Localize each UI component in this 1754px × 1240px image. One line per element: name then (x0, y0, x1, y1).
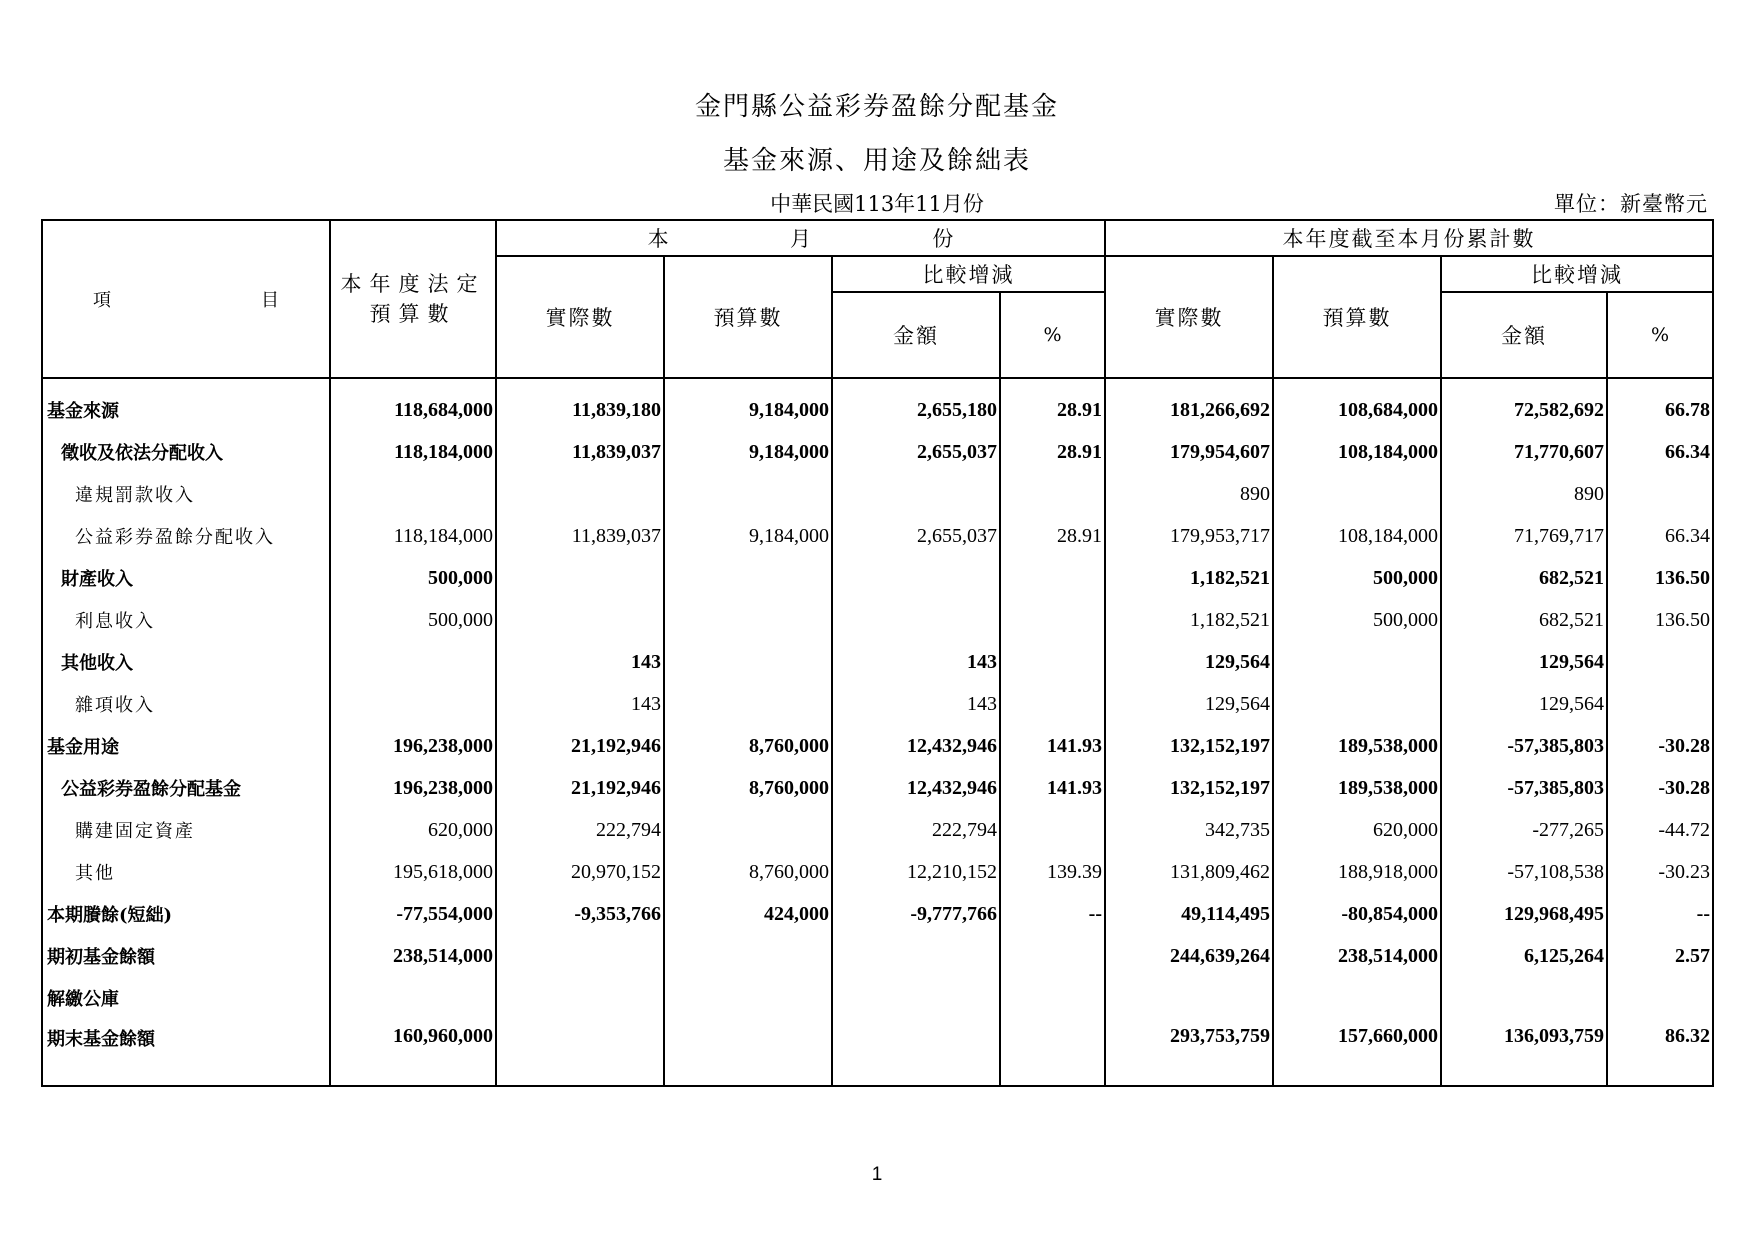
header-item-char-b: 目 (261, 290, 279, 311)
value-cell: 244,639,264 (1105, 935, 1273, 977)
value-cell (1273, 473, 1441, 515)
value-cell (832, 977, 1000, 1019)
row-label: 購建固定資產 (42, 809, 330, 851)
value-cell: 222,794 (832, 809, 1000, 851)
value-cell (664, 977, 832, 1019)
table-row (42, 557, 1713, 599)
value-cell: -57,385,803 (1441, 767, 1607, 809)
value-cell: 342,735 (1105, 809, 1273, 851)
value-cell: 189,538,000 (1273, 767, 1441, 809)
value-cell (1000, 809, 1105, 851)
value-cell (330, 683, 496, 725)
value-cell: 682,521 (1441, 599, 1607, 641)
value-cell (832, 557, 1000, 599)
value-cell: 141.93 (1000, 767, 1105, 809)
value-cell (1105, 977, 1273, 1019)
value-cell: 9,184,000 (664, 378, 832, 431)
value-cell (1607, 473, 1713, 515)
value-cell: 20,970,152 (496, 851, 664, 893)
header-ytd-budget: 預算數 (1273, 256, 1441, 378)
header-current-month (496, 220, 1105, 256)
value-cell: 49,114,495 (1105, 893, 1273, 935)
value-cell: 86.32 (1607, 1019, 1713, 1086)
value-cell: -9,777,766 (832, 893, 1000, 935)
value-cell: 620,000 (1273, 809, 1441, 851)
row-label: 基金用途 (42, 725, 330, 767)
value-cell: 129,564 (1441, 641, 1607, 683)
value-cell: 890 (1441, 473, 1607, 515)
value-cell (832, 473, 1000, 515)
table-row (42, 473, 1713, 515)
value-cell: 108,184,000 (1273, 515, 1441, 557)
row-label: 違規罰款收入 (42, 473, 330, 515)
header-ytd-compare: 比較增減 (1441, 256, 1713, 292)
value-cell (496, 977, 664, 1019)
value-cell: 11,839,180 (496, 378, 664, 431)
value-cell: -57,385,803 (1441, 725, 1607, 767)
value-cell (496, 1019, 664, 1086)
value-cell (664, 683, 832, 725)
header-ytd-percent: % (1607, 292, 1713, 378)
value-cell: 66.34 (1607, 515, 1713, 557)
value-cell: 132,152,197 (1105, 725, 1273, 767)
value-cell: 2,655,037 (832, 431, 1000, 473)
value-cell: 160,960,000 (330, 1019, 496, 1086)
value-cell: -30.23 (1607, 851, 1713, 893)
value-cell (496, 473, 664, 515)
table-row (42, 378, 1713, 431)
value-cell (664, 599, 832, 641)
value-cell: 238,514,000 (330, 935, 496, 977)
value-cell (1000, 683, 1105, 725)
header-item-char-a: 項 (93, 290, 111, 311)
value-cell: 136.50 (1607, 599, 1713, 641)
table-row (42, 515, 1713, 557)
page-number: 1 (871, 1164, 883, 1185)
value-cell: -44.72 (1607, 809, 1713, 851)
value-cell: 21,192,946 (496, 767, 664, 809)
row-label: 公益彩券盈餘分配基金 (42, 767, 330, 809)
row-label: 其他收入 (42, 641, 330, 683)
table-row (42, 893, 1713, 935)
value-cell: -- (1000, 893, 1105, 935)
table-row (42, 641, 1713, 683)
header-month-percent: % (1000, 292, 1105, 378)
value-cell: 129,968,495 (1441, 893, 1607, 935)
value-cell (1000, 977, 1105, 1019)
value-cell: 12,432,946 (832, 767, 1000, 809)
header-month-compare: 比較增減 (832, 256, 1105, 292)
value-cell (496, 599, 664, 641)
value-cell: 136,093,759 (1441, 1019, 1607, 1086)
value-cell (1000, 1019, 1105, 1086)
value-cell (832, 1019, 1000, 1086)
value-cell: 500,000 (330, 557, 496, 599)
value-cell: 9,184,000 (664, 431, 832, 473)
value-cell: 129,564 (1105, 683, 1273, 725)
value-cell: 157,660,000 (1273, 1019, 1441, 1086)
value-cell (1000, 473, 1105, 515)
table-row (42, 599, 1713, 641)
header-month-amount: 金額 (832, 292, 1000, 378)
table-row (42, 977, 1713, 1019)
value-cell: 139.39 (1000, 851, 1105, 893)
value-cell (1607, 683, 1713, 725)
value-cell (832, 935, 1000, 977)
value-cell: 11,839,037 (496, 515, 664, 557)
header-year-to-date: 本年度截至本月份累計數 (1105, 220, 1713, 256)
value-cell: 890 (1105, 473, 1273, 515)
value-cell: 71,770,607 (1441, 431, 1607, 473)
header-ytd-actual: 實際數 (1105, 256, 1273, 378)
value-cell: 129,564 (1105, 641, 1273, 683)
table-row (42, 809, 1713, 851)
row-label: 基金來源 (42, 378, 330, 431)
row-label: 解繳公庫 (42, 977, 330, 1019)
row-label: 徵收及依法分配收入 (42, 431, 330, 473)
value-cell: 179,953,717 (1105, 515, 1273, 557)
value-cell (664, 557, 832, 599)
value-cell: 71,769,717 (1441, 515, 1607, 557)
value-cell: 189,538,000 (1273, 725, 1441, 767)
value-cell: 129,564 (1441, 683, 1607, 725)
header-month-char-a: 本 (647, 227, 669, 251)
value-cell: 1,182,521 (1105, 557, 1273, 599)
table-row (42, 767, 1713, 809)
value-cell: 500,000 (1273, 557, 1441, 599)
header-month-actual: 實際數 (496, 256, 664, 378)
value-cell: 21,192,946 (496, 725, 664, 767)
value-cell: 118,184,000 (330, 515, 496, 557)
value-cell (1273, 977, 1441, 1019)
value-cell: 195,618,000 (330, 851, 496, 893)
value-cell (1000, 935, 1105, 977)
value-cell: 9,184,000 (664, 515, 832, 557)
value-cell: -80,854,000 (1273, 893, 1441, 935)
value-cell: 2.57 (1607, 935, 1713, 977)
value-cell: 620,000 (330, 809, 496, 851)
value-cell (330, 977, 496, 1019)
value-cell: 143 (832, 641, 1000, 683)
value-cell: 424,000 (664, 893, 832, 935)
header-month-budget: 預算數 (664, 256, 832, 378)
value-cell: 72,582,692 (1441, 378, 1607, 431)
value-cell (1273, 683, 1441, 725)
value-cell (664, 1019, 832, 1086)
value-cell: 682,521 (1441, 557, 1607, 599)
value-cell: 179,954,607 (1105, 431, 1273, 473)
value-cell: 28.91 (1000, 378, 1105, 431)
value-cell: -57,108,538 (1441, 851, 1607, 893)
value-cell: 293,753,759 (1105, 1019, 1273, 1086)
table-row (42, 725, 1713, 767)
value-cell: 196,238,000 (330, 725, 496, 767)
row-label: 其他 (42, 851, 330, 893)
value-cell (496, 557, 664, 599)
header-item (42, 220, 330, 378)
value-cell: 28.91 (1000, 431, 1105, 473)
value-cell (330, 473, 496, 515)
row-label: 期末基金餘額 (42, 1019, 330, 1086)
table-row (42, 431, 1713, 473)
header-month-char-b: 月 (789, 227, 811, 251)
value-cell: -277,265 (1441, 809, 1607, 851)
table-row (42, 683, 1713, 725)
value-cell: -- (1607, 893, 1713, 935)
value-cell: 12,210,152 (832, 851, 1000, 893)
value-cell: 11,839,037 (496, 431, 664, 473)
value-cell: 181,266,692 (1105, 378, 1273, 431)
value-cell: 108,184,000 (1273, 431, 1441, 473)
value-cell (1273, 641, 1441, 683)
header-month-char-c: 份 (932, 227, 954, 251)
header-legal-budget: 本年度法定預算數 (330, 220, 496, 378)
currency-unit: 單位：新臺幣元 (1554, 192, 1708, 216)
value-cell: 108,684,000 (1273, 378, 1441, 431)
row-label: 期初基金餘額 (42, 935, 330, 977)
value-cell: 12,432,946 (832, 725, 1000, 767)
value-cell (1000, 599, 1105, 641)
report-period: 中華民國113年11月份 (770, 192, 984, 216)
value-cell: 143 (832, 683, 1000, 725)
document-title: 金門縣公益彩券盈餘分配基金 (694, 92, 1059, 122)
value-cell (1607, 641, 1713, 683)
value-cell (330, 641, 496, 683)
value-cell (664, 809, 832, 851)
value-cell: 118,184,000 (330, 431, 496, 473)
value-cell: 238,514,000 (1273, 935, 1441, 977)
header-ytd-amount: 金額 (1441, 292, 1607, 378)
value-cell (496, 935, 664, 977)
table-body (42, 378, 1713, 1086)
value-cell (664, 935, 832, 977)
row-label: 利息收入 (42, 599, 330, 641)
table-row (42, 1019, 1713, 1086)
table-row (42, 851, 1713, 893)
value-cell: 8,760,000 (664, 851, 832, 893)
value-cell (1000, 641, 1105, 683)
fund-statement-table (41, 219, 1714, 1087)
value-cell: 2,655,180 (832, 378, 1000, 431)
value-cell: 500,000 (330, 599, 496, 641)
document-subtitle: 基金來源、用途及餘絀表 (722, 146, 1031, 176)
value-cell: 188,918,000 (1273, 851, 1441, 893)
value-cell: 132,152,197 (1105, 767, 1273, 809)
value-cell: 66.34 (1607, 431, 1713, 473)
value-cell: 1,182,521 (1105, 599, 1273, 641)
row-label: 本期賸餘(短絀) (42, 893, 330, 935)
value-cell: 28.91 (1000, 515, 1105, 557)
value-cell (664, 641, 832, 683)
table-row (42, 935, 1713, 977)
value-cell (1000, 557, 1105, 599)
value-cell: 118,684,000 (330, 378, 496, 431)
row-label: 公益彩券盈餘分配收入 (42, 515, 330, 557)
value-cell: 141.93 (1000, 725, 1105, 767)
value-cell: -30.28 (1607, 767, 1713, 809)
row-label: 雜項收入 (42, 683, 330, 725)
value-cell (664, 473, 832, 515)
value-cell: 6,125,264 (1441, 935, 1607, 977)
value-cell: 66.78 (1607, 378, 1713, 431)
value-cell (832, 599, 1000, 641)
value-cell: 131,809,462 (1105, 851, 1273, 893)
value-cell (1607, 977, 1713, 1019)
value-cell: -30.28 (1607, 725, 1713, 767)
value-cell (1441, 977, 1607, 1019)
value-cell: 196,238,000 (330, 767, 496, 809)
value-cell: 143 (496, 641, 664, 683)
value-cell: 2,655,037 (832, 515, 1000, 557)
value-cell: 8,760,000 (664, 725, 832, 767)
value-cell: 136.50 (1607, 557, 1713, 599)
value-cell: 222,794 (496, 809, 664, 851)
value-cell: 143 (496, 683, 664, 725)
row-label: 財產收入 (42, 557, 330, 599)
value-cell: 8,760,000 (664, 767, 832, 809)
value-cell: -77,554,000 (330, 893, 496, 935)
value-cell: 500,000 (1273, 599, 1441, 641)
value-cell: -9,353,766 (496, 893, 664, 935)
